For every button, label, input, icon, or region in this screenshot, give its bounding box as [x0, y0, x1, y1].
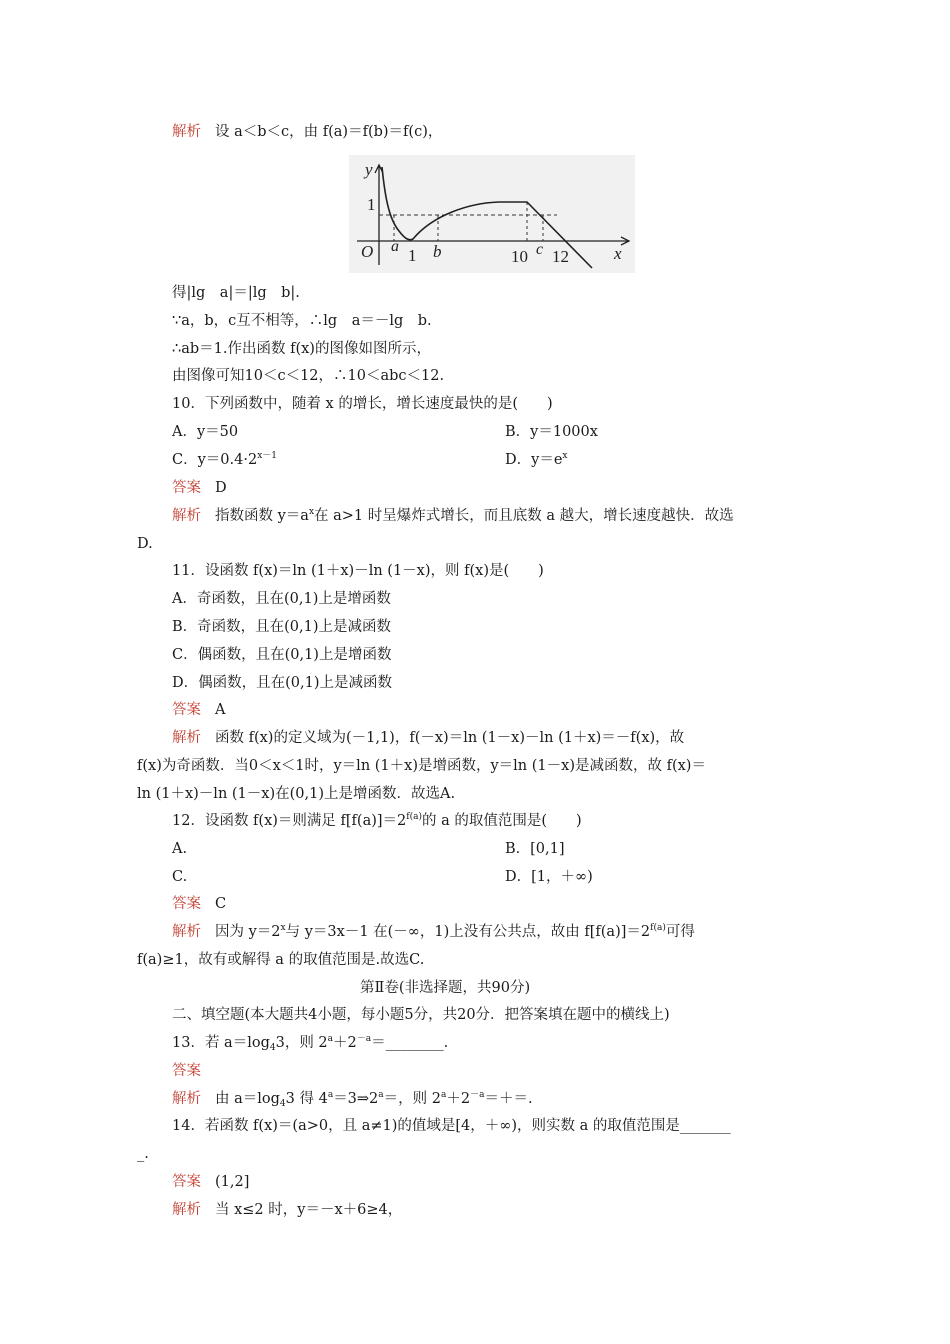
q11-analysis-line-2: f(x)为奇函数．当0＜x＜1时，y＝ln (1＋x)是增函数，y＝ln (1－x)是减函数，故 f(x)＝	[137, 758, 706, 774]
q11-answer: 答案 A	[172, 702, 226, 718]
analysis-label: 解析	[172, 1091, 201, 1107]
function-graph-figure	[349, 155, 635, 273]
q13-answer	[172, 1061, 215, 1081]
function-graph	[349, 155, 635, 273]
q11-option-a: A．奇函数，且在(0,1)上是增函数	[172, 591, 391, 607]
q12-analysis-line-1: 解析 因为 $y=2^x$与 y＝3x－1 在(－∞，1)上没有公共点，故由 $f[f(a)]=2^{f(a)}$可得	[172, 923, 695, 940]
fill-in-section-heading: 二、填空题(本大题共4小题，每小题5分，共20分．把答案填在题中的横线上)	[172, 1007, 670, 1023]
q10-answer: 答案 D	[172, 480, 227, 496]
q9-analysis-line-1: 解析 设 a＜b＜c，由 f(a)＝f(b)＝f(c)，	[172, 124, 443, 140]
q13-stem: 13．若 $a=\log_43$，则 $2^a+2^{-a}=\_\_\_\_\_\_\_\_$.	[172, 1034, 449, 1053]
analysis-label: 解析	[172, 508, 201, 524]
analysis-label: 解析	[172, 124, 201, 140]
q11-option-c: C．偶函数，且在(0,1)上是增函数	[172, 647, 392, 663]
q12-option-b: B．[0,1]	[505, 841, 565, 857]
q12-answer: 答案 C	[172, 896, 227, 912]
analysis-label: 解析	[172, 1202, 201, 1218]
q11-analysis-line-1: 解析 函数 f(x)的定义域为(－1,1)，f(－x)＝ln (1－x)－ln (1＋x)＝－f(x)，故	[172, 730, 685, 746]
q9-analysis-line-3: ∵a，b，c互不相等，∴lg a＝－lg b.	[172, 313, 432, 329]
q12-option-c: C.	[172, 869, 188, 885]
x-axis-label: x	[614, 244, 622, 263]
y-tick-1: 1	[367, 195, 376, 214]
q11-stem: 11．设函数 f(x)＝ln (1＋x)－ln (1－x)，则 f(x)是( )	[172, 563, 544, 579]
answer-label: 答案	[172, 480, 201, 496]
analysis-label: 解析	[172, 730, 201, 746]
q13-analysis: 解析 由 $a=\log_43$ 得 $4^a=3\Rightarrow 2^a=$，则 $2^a+2^{-a}=+=$.	[172, 1090, 533, 1109]
origin-label: O	[361, 242, 374, 261]
answer-label: 答案	[172, 1063, 201, 1079]
x-tick-1: 1	[408, 246, 417, 265]
q10-analysis-line-2: D.	[137, 536, 153, 552]
x-tick-a: a	[391, 238, 399, 255]
x-tick-b: b	[433, 242, 442, 261]
q14-analysis-line-1: 解析 当 x≤2 时，y＝－x＋6≥4，	[172, 1202, 403, 1218]
q14-stem: 14．若函数 f(x)＝(a>0，且 a≠1)的值域是[4，＋∞)，则实数 a 的取值范围是_______	[172, 1118, 731, 1134]
analysis-label: 解析	[172, 924, 201, 940]
x-tick-12: 12	[552, 247, 569, 266]
q9-analysis-line-4: ∴ab＝1.作出函数 f(x)的图像如图所示，	[172, 341, 431, 357]
y-axis-label: y	[365, 160, 373, 179]
answer-label: 答案	[172, 896, 201, 912]
q14-stem-line-2: _.	[137, 1146, 149, 1162]
q10-stem: 10．下列函数中，随着 x 的增长，增长速度最快的是( )	[172, 396, 553, 412]
q12-stem: 12．设函数 f(x)＝则满足 $f[f(a)]=2^{f(a)}$的 a 的取值范围是( )	[172, 812, 582, 829]
q11-option-b: B．奇函数，且在(0,1)上是减函数	[172, 619, 392, 635]
q10-option-c: C．$y=0.4\cdot 2^{x-1}$	[172, 451, 277, 468]
part2-title: 第Ⅱ卷(非选择题，共90分)	[360, 980, 531, 996]
q12-option-d: D．[1，＋∞)	[505, 869, 593, 885]
q12-analysis-line-2: f(a)≥1，故有或解得 a 的取值范围是.故选C.	[137, 952, 425, 968]
q10-option-a: A．y＝50	[172, 424, 239, 440]
answer-label: 答案	[172, 702, 201, 718]
q14-answer: 答案 (1,2]	[172, 1174, 250, 1190]
q11-analysis-line-3: ln (1＋x)－ln (1－x)在(0,1)上是增函数．故选A.	[137, 786, 456, 802]
q10-option-b: B．y＝1000x	[505, 424, 598, 440]
q10-analysis-line-1: 解析 指数函数 $y=a^x$在 a>1 时呈爆炸式增长，而且底数 a 越大，增长速度越快．故选	[172, 507, 734, 524]
q12-option-a: A.	[172, 841, 188, 857]
q9-analysis-line-5: 由图像可知10＜c＜12，∴10＜abc＜12.	[172, 368, 445, 384]
x-tick-c: c	[536, 241, 544, 258]
q11-option-d: D．偶函数，且在(0,1)上是减函数	[172, 675, 392, 691]
x-tick-10: 10	[511, 247, 528, 266]
q9-analysis-line-2: 得|lg a|＝|lg b|.	[172, 285, 300, 301]
answer-label: 答案	[172, 1174, 201, 1190]
q10-option-d: D．$y=e^x$	[505, 451, 568, 468]
